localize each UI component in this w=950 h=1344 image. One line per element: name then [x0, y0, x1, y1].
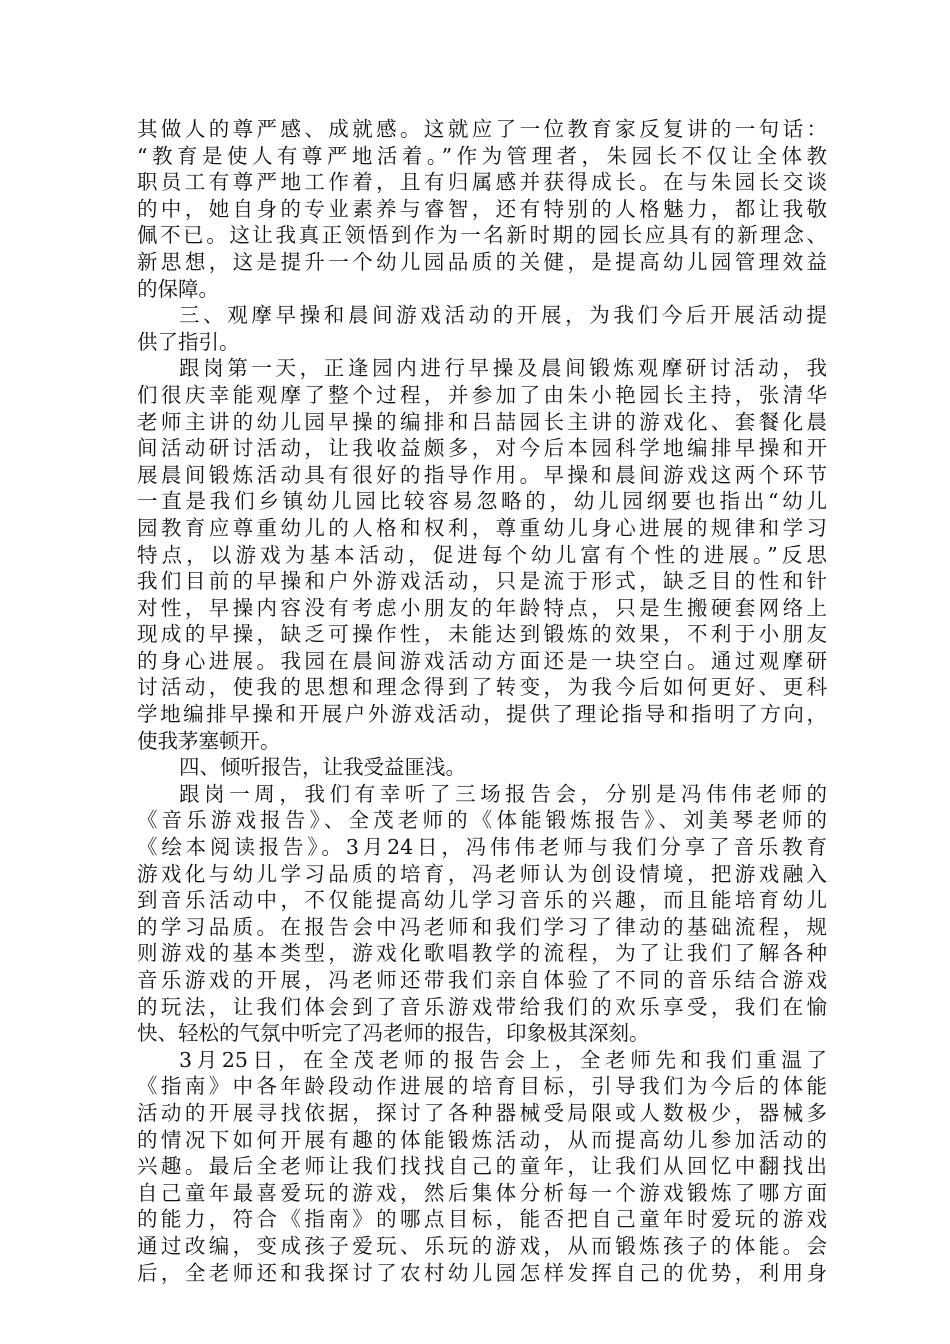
text-line: 展晨间锻炼活动具有很好的指导作用。早操和晨间游戏这两个环节: [137, 462, 827, 487]
section-heading-4: 四、倾听报告，让我受益匪浅。: [179, 755, 466, 780]
text-line: 的玩法，让我们体会到了音乐游戏带给我们的欢乐享受，我们在愉: [137, 994, 827, 1019]
text-line: 兴趣。最后全老师让我们找找自己的童年，让我们从回忆中翻找出: [137, 1154, 827, 1179]
text-line: 《指南》中各年龄段动作进展的培育目标，引导我们为今后的体能: [137, 1074, 827, 1099]
text-line: 音乐游戏的开展，冯老师还带我们亲自体验了不同的音乐结合游戏: [137, 968, 827, 992]
text-line: 老师主讲的幼儿园早操的编排和吕喆园长主讲的游戏化、套餐化晨: [137, 409, 827, 434]
text-line: 的保障。: [137, 276, 219, 301]
text-line: 《绘本阅读报告》。3月24日，冯伟伟老师与我们分享了音乐教育: [137, 835, 827, 860]
text-line: 《音乐游戏报告》、全茂老师的《体能锻炼报告》、刘美琴老师的: [137, 808, 827, 833]
text-line: 快、轻松的气氛中听完了冯老师的报告，印象极其深刻。: [137, 1021, 650, 1046]
text-line: 使我茅塞顿开。: [137, 728, 281, 753]
text-line: 跟岗第一天，正逢园内进行早操及晨间锻炼观摩研讨活动，我: [179, 356, 827, 381]
text-line: 自己童年最喜爱玩的游戏，然后集体分析每一个游戏锻炼了哪方面: [137, 1180, 827, 1205]
document-body-text: [137, 116, 827, 1286]
text-line: 学地编排早操和开展户外游戏活动，提供了理论指导和指明了方向，: [137, 702, 827, 727]
text-line: 跟岗一周，我们有幸听了三场报告会，分别是冯伟伟老师的: [179, 781, 827, 806]
text-line: 间活动研讨活动，让我收益颇多，对今后本园科学地编排早操和开: [137, 436, 827, 461]
text-line: 职员工有尊严地工作着，且有归属感并获得成长。在与朱园长交谈: [137, 170, 827, 195]
text-line: 则游戏的基本类型，游戏化歌唱教学的流程，为了让我们了解各种: [137, 941, 827, 966]
text-line: 特点，以游戏为基本活动，促进每个幼儿富有个性的进展。”反思: [137, 542, 827, 567]
text-line: 们很庆幸能观摩了整个过程，并参加了由朱小艳园长主持，张清华: [137, 382, 827, 407]
text-line: 其做人的尊严感、成就感。这就应了一位教育家反复讲的一句话：: [137, 117, 827, 141]
text-line: 佩不已。这让我真正领悟到作为一名新时期的园长应具有的新理念、: [137, 223, 827, 248]
text-line: 的身心进展。我园在晨间游戏活动方面还是一块空白。通过观摩研: [137, 648, 827, 673]
text-line: 后，全老师还和我探讨了农村幼儿园怎样发挥自己的优势，利用身: [137, 1260, 827, 1285]
text-line: 的能力，符合《指南》的哪点目标，能否把自己童年时爱玩的游戏: [137, 1207, 827, 1232]
text-line: 的中，她自身的专业素养与睿智，还有特别的人格魅力，都让我敬: [137, 196, 827, 221]
text-line: 3月25日，在全茂老师的报告会上，全老师先和我们重温了: [179, 1047, 827, 1072]
text-line: 的学习品质。在报告会中冯老师和我们学习了律动的基础流程，规: [137, 914, 827, 939]
text-line: 的情况下如何开展有趣的体能锻炼活动，从而提高幼儿参加活动的: [137, 1127, 827, 1152]
section-heading-3: 三、观摩早操和晨间游戏活动的开展，为我们今后开展活动提: [179, 303, 827, 328]
text-line: 通过改编，变成孩子爱玩、乐玩的游戏，从而锻炼孩子的体能。会: [137, 1233, 827, 1258]
text-line: 对性，早操内容没有考虑小朋友的年龄特点，只是生搬硬套网络上: [137, 595, 827, 620]
section-heading-3-cont: 供了指引。: [137, 329, 240, 354]
text-line: “教育是使人有尊严地活着。”作为管理者，朱园长不仅让全体教: [137, 143, 827, 168]
text-line: 讨活动，使我的思想和理念得到了转变，为我今后如何更好、更科: [137, 675, 827, 700]
text-line: 新思想，这是提升一个幼儿园品质的关健，是提高幼儿园管理效益: [137, 249, 827, 274]
text-line: 园教育应尊重幼儿的人格和权利，尊重幼儿身心进展的规律和学习: [137, 515, 827, 540]
text-line: 现成的早操，缺乏可操作性，未能达到锻炼的效果，不利于小朋友: [137, 622, 827, 647]
text-line: 一直是我们乡镇幼儿园比较容易忽略的，幼儿园纲要也指出“幼儿: [137, 489, 827, 514]
text-line: 活动的开展寻找依据，探讨了各种器械受局限或人数极少，器械多: [137, 1100, 827, 1125]
text-line: 我们目前的早操和户外游戏活动，只是流于形式，缺乏目的性和针: [137, 569, 827, 594]
text-line: 游戏化与幼儿学习品质的培育，冯老师认为创设情境，把游戏融入: [137, 861, 827, 886]
text-line: 到音乐活动中，不仅能提高幼儿学习音乐的兴趣，而且能培育幼儿: [137, 888, 827, 913]
